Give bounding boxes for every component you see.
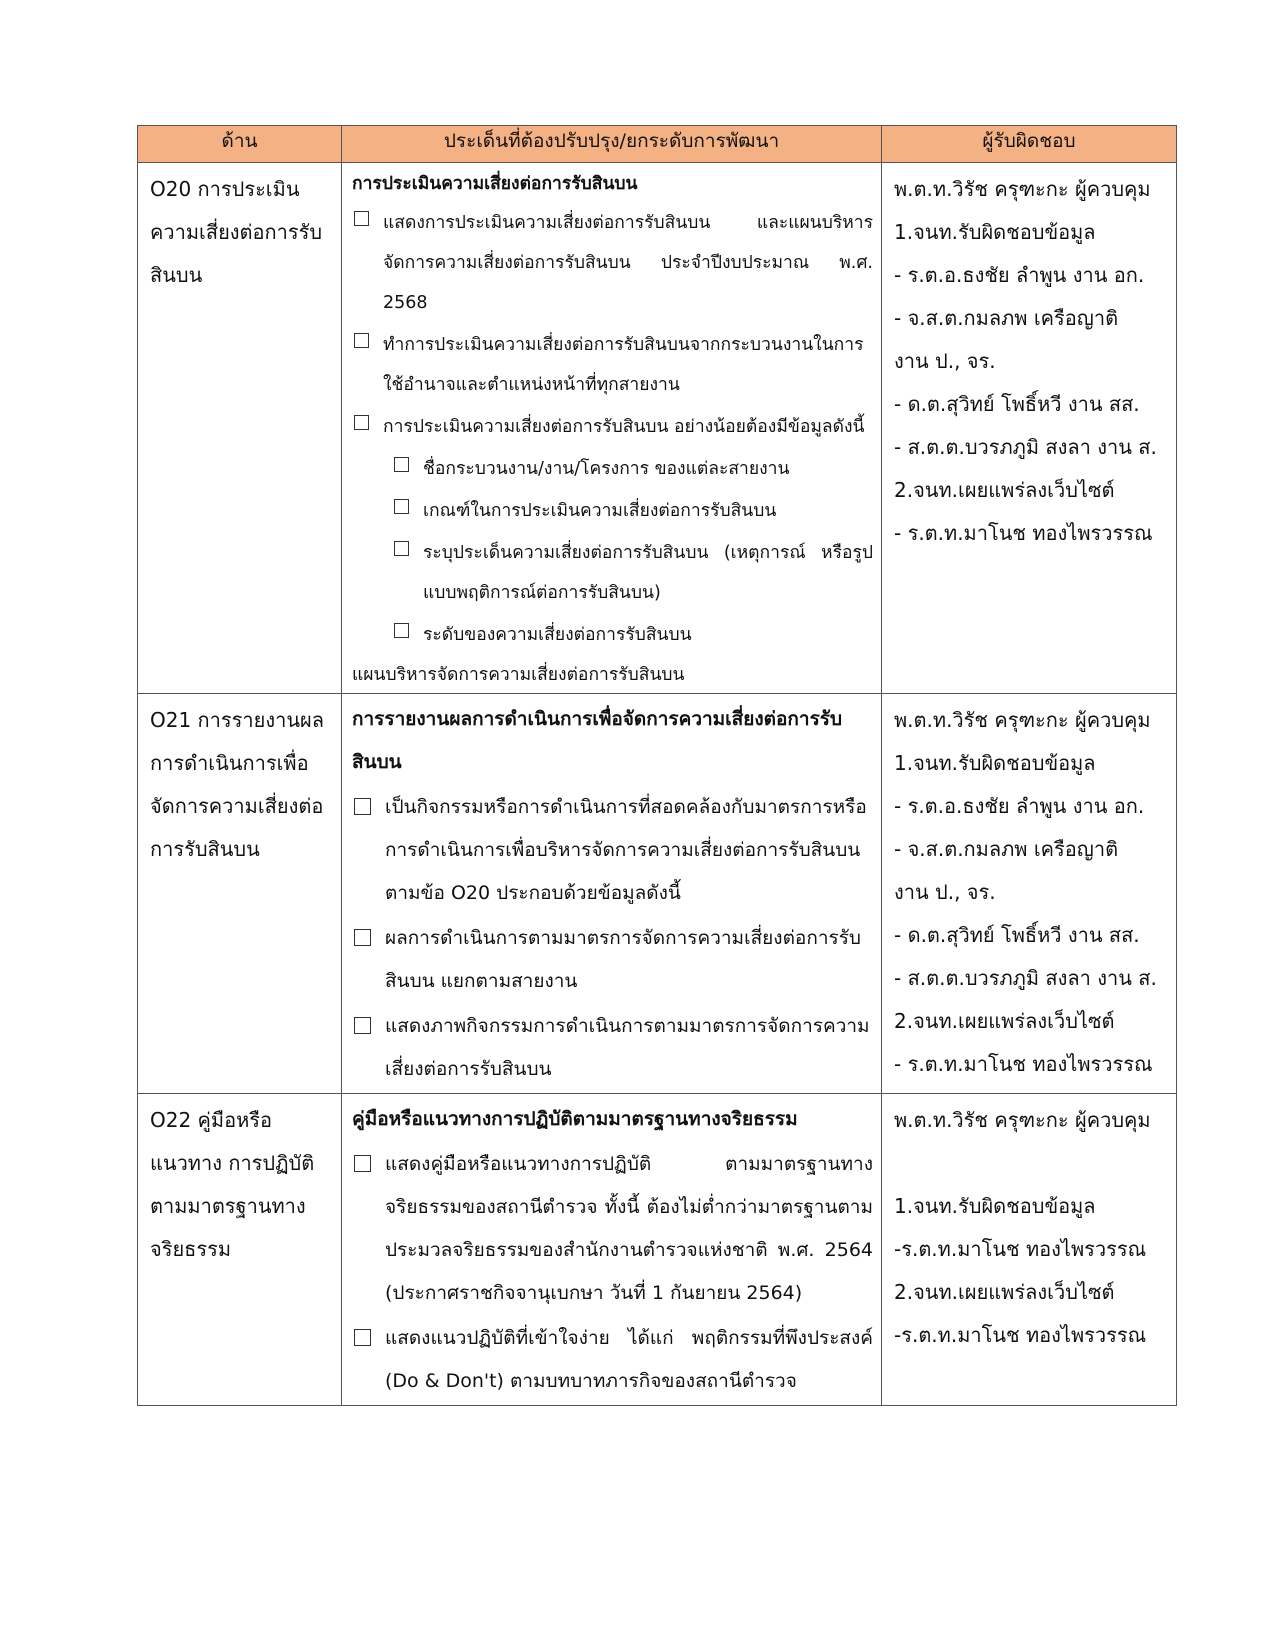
responsible-line: - ส.ต.ต.บวรภภูมิ สงลา งาน ส.: [894, 435, 1157, 459]
responsible-cell: [882, 1094, 1177, 1406]
aspect-line: O20 การประเมิน: [150, 177, 300, 201]
responsible-line: - ร.ต.อ.ธงชัย ลำพูน งาน อก.: [894, 263, 1145, 287]
checklist-text: ผลการดำเนินการตามมาตรการจัดการความเสี่ยงต่อการรับสินบน แยกตามสายงาน: [385, 927, 861, 992]
checklist-item: [352, 1143, 873, 1315]
checklist-subitem: [392, 449, 873, 489]
aspect-line: O22 คู่มือหรือ: [150, 1108, 273, 1132]
header-aspect: ด้าน: [138, 126, 342, 163]
improvement-table: [137, 125, 1177, 1406]
checklist-item: [352, 917, 873, 1003]
checklist-item: [352, 1317, 873, 1403]
aspect-cell: [138, 1094, 342, 1406]
checkbox[interactable]: [354, 929, 371, 946]
responsible-line: - จ.ส.ต.กมลภพ เครือญาติ: [894, 306, 1119, 330]
aspect-line: แนวทาง การปฏิบัติ: [150, 1151, 315, 1175]
checkbox[interactable]: [394, 541, 409, 556]
checklist-subitem: [392, 491, 873, 531]
responsible-line: 2.จนท.เผยแพร่ลงเว็บไซต์: [894, 1009, 1115, 1033]
issues-heading: การประเมินความเสี่ยงต่อการรับสินบน: [352, 174, 638, 194]
checkbox[interactable]: [354, 415, 369, 430]
aspect-line: ตามมาตรฐานทาง: [150, 1194, 306, 1218]
checklist-item: [352, 786, 873, 915]
checklist-item: [352, 325, 873, 405]
checklist-text: แสดงการประเมินความเสี่ยงต่อการรับสินบน และแผนบริหารจัดการความเสี่ยงต่อการรับสินบน ประจำปีงบประมาณ พ.ศ. 2568: [383, 213, 873, 313]
aspect-cell: [138, 163, 342, 694]
aspect-line: จริยธรรม: [150, 1237, 232, 1261]
responsible-line: 2.จนท.เผยแพร่ลงเว็บไซต์: [894, 1280, 1115, 1304]
checklist-text: แสดงคู่มือหรือแนวทางการปฏิบัติ ตามมาตรฐานทางจริยธรรมของสถานีตำรวจ ทั้งนี้ ต้องไม่ต่ำกว่ามาตรฐานตามประมวลจริยธรรมของสำนักงานตำรวจแห่งชาติ พ.ศ. 2564 (ประกาศราชกิจจานุเบกษา วันที่ 1 กันยายน 2564): [385, 1153, 873, 1304]
checklist-text: แสดงแนวปฏิบัติที่เข้าใจง่าย ได้แก่ พฤติกรรมที่พึงประสงค์ (Do & Don't) ตามบทบาทภารกิจของสถานีตำรวจ: [385, 1327, 873, 1392]
issues-cell: [342, 163, 882, 694]
checkbox[interactable]: [354, 798, 371, 815]
responsible-line: - ร.ต.อ.ธงชัย ลำพูน งาน อก.: [894, 794, 1145, 818]
responsible-line: พ.ต.ท.วิรัช ครุฑะกะ ผู้ควบคุม: [894, 1108, 1151, 1132]
aspect-line: การดำเนินการเพื่อ: [150, 751, 309, 775]
responsible-line: - จ.ส.ต.กมลภพ เครือญาติ: [894, 837, 1119, 861]
issues-heading: การรายงานผลการดำเนินการเพื่อจัดการความเสี่ยงต่อการรับสินบน: [352, 708, 843, 773]
checklist-item: [352, 203, 873, 323]
checklist-item: [352, 1005, 873, 1091]
checkbox[interactable]: [394, 499, 409, 514]
issues-heading: คู่มือหรือแนวทางการปฏิบัติตามมาตรฐานทางจริยธรรม: [352, 1108, 798, 1130]
responsible-cell: [882, 163, 1177, 694]
responsible-line: - ร.ต.ท.มาโนช ทองไพรวรรณ: [894, 521, 1153, 545]
checklist-text: แสดงภาพกิจกรรมการดำเนินการตามมาตรการจัดการความเสี่ยงต่อการรับสินบน: [385, 1015, 870, 1080]
responsible-line: - ส.ต.ต.บวรภภูมิ สงลา งาน ส.: [894, 966, 1157, 990]
checkbox[interactable]: [354, 1017, 371, 1034]
responsible-line: 1.จนท.รับผิดชอบข้อมูล: [894, 751, 1096, 775]
responsible-line: - ด.ต.สุวิทย์ โพธิ์หวี งาน สส.: [894, 392, 1140, 416]
responsible-cell: [882, 694, 1177, 1094]
aspect-line: O21 การรายงานผล: [150, 708, 324, 732]
table-row-o20: [138, 163, 1177, 694]
responsible-line: 1.จนท.รับผิดชอบข้อมูล: [894, 1194, 1096, 1218]
issues-cell: [342, 694, 882, 1094]
checklist-text: การประเมินความเสี่ยงต่อการรับสินบน อย่างน้อยต้องมีข้อมูลดังนี้: [383, 417, 865, 437]
issues-cell: [342, 1094, 882, 1406]
checklist-text: ระดับของความเสี่ยงต่อการรับสินบน: [423, 625, 692, 645]
responsible-line: พ.ต.ท.วิรัช ครุฑะกะ ผู้ควบคุม: [894, 177, 1151, 201]
header-responsible: ผู้รับผิดชอบ: [882, 126, 1177, 163]
aspect-cell: [138, 694, 342, 1094]
checklist-subitem: [392, 615, 873, 655]
checkbox[interactable]: [354, 211, 369, 226]
header-issues: ประเด็นที่ต้องปรับปรุง/ยกระดับการพัฒนา: [342, 126, 882, 163]
aspect-line: สินบน: [150, 263, 203, 287]
checkbox[interactable]: [394, 623, 409, 638]
checkbox[interactable]: [354, 1155, 371, 1172]
checkbox[interactable]: [354, 333, 369, 348]
checkbox[interactable]: [394, 457, 409, 472]
issues-footer: แผนบริหารจัดการความเสี่ยงต่อการรับสินบน: [352, 665, 685, 685]
checkbox[interactable]: [354, 1329, 371, 1346]
checklist-text: ชื่อกระบวนงาน/งาน/โครงการ ของแต่ละสายงาน: [423, 459, 790, 479]
checklist-text: เป็นกิจกรรมหรือการดำเนินการที่สอดคล้องกับมาตรการหรือการดำเนินการเพื่อบริหารจัดการความเสี่ยงต่อการรับสินบนตามข้อ O20 ประกอบด้วยข้อมูลดังนี้: [385, 796, 867, 904]
responsible-line: 2.จนท.เผยแพร่ลงเว็บไซต์: [894, 478, 1115, 502]
checklist-text: ระบุประเด็นความเสี่ยงต่อการรับสินบน (เหตุการณ์ หรือรูปแบบพฤติการณ์ต่อการรับสินบน): [423, 543, 873, 603]
checklist-text: เกณฑ์ในการประเมินความเสี่ยงต่อการรับสินบน: [423, 501, 777, 521]
aspect-line: การรับสินบน: [150, 837, 260, 861]
checklist-subitem: [392, 533, 873, 613]
table-row-o21: [138, 694, 1177, 1094]
responsible-line: 1.จนท.รับผิดชอบข้อมูล: [894, 220, 1096, 244]
responsible-line: - ด.ต.สุวิทย์ โพธิ์หวี งาน สส.: [894, 923, 1140, 947]
responsible-line: -ร.ต.ท.มาโนช ทองไพรวรรณ: [894, 1237, 1147, 1261]
responsible-line: งาน ป., จร.: [894, 349, 996, 373]
responsible-line: งาน ป., จร.: [894, 880, 996, 904]
spacer: [894, 1142, 1170, 1185]
aspect-line: ความเสี่ยงต่อการรับ: [150, 220, 323, 244]
responsible-line: พ.ต.ท.วิรัช ครุฑะกะ ผู้ควบคุม: [894, 708, 1151, 732]
checklist-item: [352, 407, 873, 447]
table-header-row: [138, 126, 1177, 163]
responsible-line: - ร.ต.ท.มาโนช ทองไพรวรรณ: [894, 1052, 1153, 1076]
checklist-text: ทำการประเมินความเสี่ยงต่อการรับสินบนจากกระบวนงานในการใช้อำนาจและตำแหน่งหน้าที่ทุกสายงาน: [383, 335, 864, 395]
aspect-line: จัดการความเสี่ยงต่อ: [150, 794, 324, 818]
table-row-o22: [138, 1094, 1177, 1406]
responsible-line: -ร.ต.ท.มาโนช ทองไพรวรรณ: [894, 1323, 1147, 1347]
